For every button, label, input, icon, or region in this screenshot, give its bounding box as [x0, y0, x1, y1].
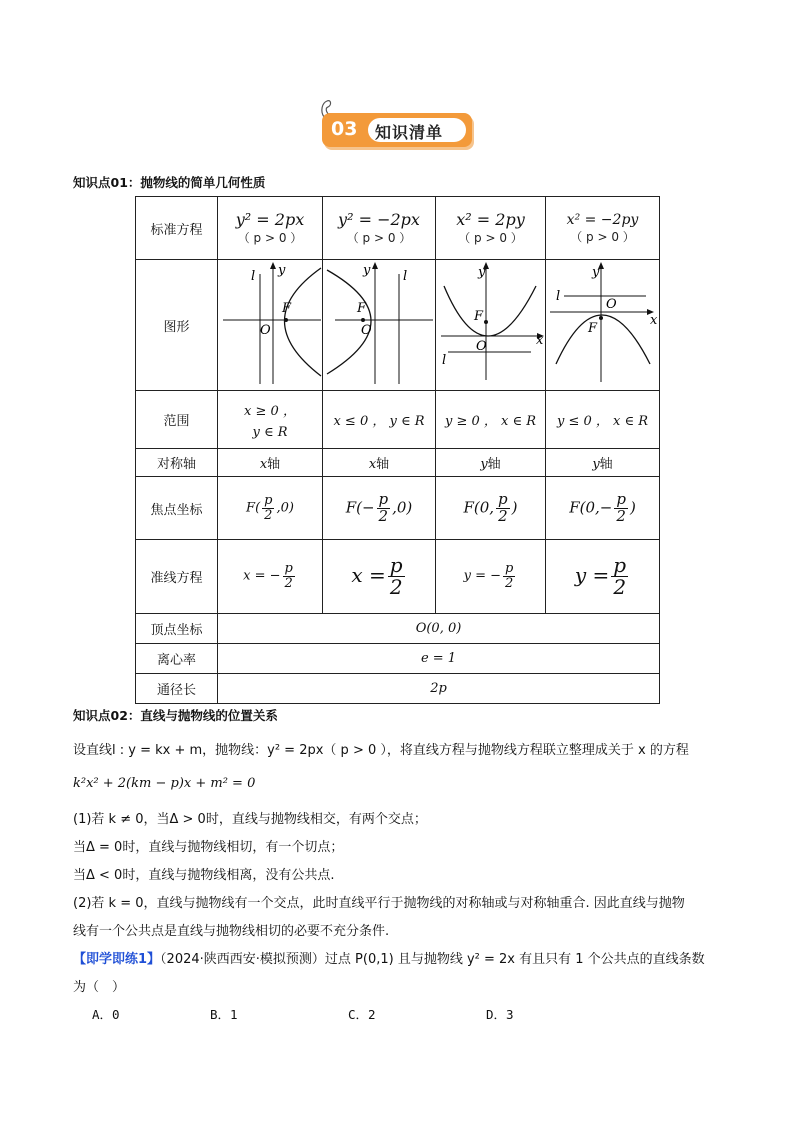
exercise-line	[73, 948, 705, 967]
graph-label-l: l	[251, 269, 256, 284]
range-cell: y ≤ 0 ， x ∈ R	[546, 391, 660, 449]
condition: （ p > 0 ）	[570, 229, 635, 244]
fraction-numerator: p	[505, 561, 514, 577]
directrix-prefix: x =	[351, 563, 386, 587]
directrix-cell	[436, 540, 546, 614]
parabola-right-graph	[218, 260, 322, 386]
axis-word: 轴	[599, 457, 613, 472]
row-label: 准线方程	[136, 540, 218, 614]
fraction-numerator: p	[613, 553, 627, 577]
directrix-cell	[546, 540, 660, 614]
axis-variable: y	[592, 457, 600, 472]
graph-cell	[218, 260, 323, 391]
graph-label-o: O	[606, 297, 617, 312]
graph-label-f: F	[282, 301, 292, 316]
axis-variable: x	[259, 457, 268, 472]
focus-cell	[546, 477, 660, 540]
graph-label-o: O	[260, 323, 271, 338]
axis-variable: y	[480, 457, 488, 472]
focus-fraction	[377, 489, 391, 525]
graph-label-y: y	[278, 263, 286, 278]
graph-label-l: l	[556, 289, 561, 304]
body-line: 当Δ = 0时，直线与抛物线相切，有一个切点；	[73, 840, 344, 855]
exercise-text: （2024·陕西西安·模拟预测）过点 P(0,1) 且与抛物线 y² = 2x 有且只有 1 个公共点的直线条数	[160, 952, 705, 967]
axis-cell	[546, 449, 660, 477]
axis-word: 轴	[267, 457, 281, 472]
directrix-fraction	[388, 555, 405, 598]
graph-label-y: y	[478, 265, 486, 280]
equation-cell	[436, 197, 546, 260]
equation: y² = −2px	[338, 210, 420, 229]
directrix-cell	[323, 540, 436, 614]
equation-cell	[546, 197, 660, 260]
exercise-line-2: 为（ ）	[73, 980, 126, 995]
graph-label-l: l	[403, 269, 408, 284]
condition: （ p > 0 ）	[237, 231, 303, 245]
table-row-directrix	[136, 540, 660, 614]
row-label: 图形	[136, 260, 218, 391]
row-label: 焦点坐标	[136, 477, 218, 540]
table-row-equation	[136, 197, 660, 260]
axis-cell	[218, 449, 323, 477]
section-badge	[318, 97, 478, 157]
range-value: x ≥ 0 ，	[244, 403, 296, 419]
focus-suffix: )	[511, 498, 518, 516]
condition: （ p > 0 ）	[458, 231, 523, 245]
row-label: 对称轴	[136, 449, 218, 477]
option-a[interactable]: A．0	[92, 1007, 120, 1022]
directrix-prefix: y = −	[463, 569, 502, 584]
fraction-numerator: p	[389, 553, 403, 577]
body-line: 当Δ < 0时，直线与抛物线相离，没有公共点.	[73, 868, 335, 883]
graph-label-y: y	[363, 263, 371, 278]
graph-label-f: F	[357, 301, 367, 316]
parabola-down-graph	[546, 260, 659, 386]
row-label: 标准方程	[136, 197, 218, 260]
fraction-numerator: p	[284, 561, 293, 577]
option-d[interactable]: D．3	[486, 1007, 514, 1022]
graph-label-x: x	[650, 313, 658, 328]
axis-cell	[323, 449, 436, 477]
fraction-denominator: 2	[264, 507, 273, 523]
row-label: 通径长	[136, 674, 218, 704]
fraction-numerator: p	[616, 489, 626, 508]
table-row-figure	[136, 260, 660, 391]
equation-cell	[323, 197, 436, 260]
badge-box	[322, 113, 472, 147]
vertex-value: O(0, 0)	[218, 614, 660, 644]
focus-prefix: F(0,	[463, 498, 495, 516]
directrix-fraction	[283, 562, 295, 590]
axis-cell	[436, 449, 546, 477]
axis-word: 轴	[487, 457, 501, 472]
row-label: 离心率	[136, 644, 218, 674]
fraction-numerator: p	[264, 492, 273, 508]
parabola-up-graph	[436, 260, 545, 386]
table-row-range	[136, 391, 660, 449]
focus-prefix: F(0,−	[569, 498, 613, 516]
fraction-denominator: 2	[505, 576, 514, 591]
table-row-latus	[136, 674, 660, 704]
focus-cell	[436, 477, 546, 540]
graph-cell	[323, 260, 436, 391]
badge-title: 知识清单	[375, 123, 444, 142]
equation: y² = 2px	[235, 210, 305, 229]
graph-label-o: O	[476, 339, 487, 354]
directrix-prefix: y =	[574, 563, 610, 587]
fraction-denominator: 2	[613, 575, 627, 599]
fraction-denominator: 2	[378, 506, 389, 525]
properties-table	[135, 196, 660, 704]
graph-label-f: F	[474, 309, 484, 324]
focus-suffix: ,0)	[392, 498, 413, 516]
focus-cell	[218, 477, 323, 540]
fraction-numerator: p	[498, 489, 508, 508]
row-label: 范围	[136, 391, 218, 449]
fraction-denominator: 2	[498, 506, 508, 525]
graph-cell	[546, 260, 660, 391]
fraction-denominator: 2	[616, 506, 626, 525]
body-equation: k²x² + 2(km − p)x + m² = 0	[73, 776, 256, 791]
table-row-focus	[136, 477, 660, 540]
axis-variable: x	[368, 457, 377, 472]
graph-label-x: x	[536, 333, 544, 348]
focus-suffix: ,0)	[276, 500, 294, 516]
focus-suffix: )	[629, 498, 636, 516]
condition: （ p > 0 ）	[346, 231, 412, 245]
graph-cell	[436, 260, 546, 391]
axis-word: 轴	[376, 457, 390, 472]
body-line: 设直线l : y = kx + m，抛物线：y² = 2px（ p > 0 ），将直线方程与抛物线方程联立整理成关于 x 的方程	[73, 743, 689, 758]
graph-label-y: y	[592, 265, 600, 280]
latus-value: 2p	[218, 674, 660, 704]
section2-title: 知识点02：直线与抛物线的位置关系	[73, 708, 278, 723]
equation-cell	[218, 197, 323, 260]
option-c[interactable]: C．2	[348, 1007, 376, 1022]
range-cell: x ≤ 0 ， y ∈ R	[323, 391, 436, 449]
option-b[interactable]: B．1	[210, 1007, 238, 1022]
body-line: (1)若 k ≠ 0，当Δ > 0时，直线与抛物线相交，有两个交点；	[73, 812, 427, 827]
directrix-fraction	[611, 555, 628, 598]
body-line: (2)若 k = 0，直线与抛物线有一个交点，此时直线平行于抛物线的对称轴或与对称轴重合. 因此直线与抛物	[73, 896, 685, 911]
parabola-left-graph	[323, 260, 435, 386]
table-row-eccentricity	[136, 644, 660, 674]
graph-label-o: O	[361, 323, 372, 338]
fraction-numerator: p	[378, 489, 389, 508]
body-line: 线有一个公共点是直线与抛物线相切的必要不充分条件.	[73, 924, 390, 939]
table-row-axis	[136, 449, 660, 477]
directrix-cell	[218, 540, 323, 614]
focus-fraction	[262, 494, 274, 522]
focus-fraction	[614, 489, 628, 525]
equation: x² = 2py	[456, 210, 525, 229]
focus-prefix: F(−	[345, 498, 375, 516]
focus-prefix: F(	[246, 500, 261, 516]
graph-label-f: F	[588, 321, 598, 336]
focus-cell	[323, 477, 436, 540]
range-cell	[218, 391, 323, 449]
fraction-denominator: 2	[389, 575, 403, 599]
eccentricity-value: e = 1	[218, 644, 660, 674]
badge-number: 03	[331, 118, 358, 140]
row-label: 顶点坐标	[136, 614, 218, 644]
section1-title: 知识点01：抛物线的简单几何性质	[73, 175, 266, 190]
equation: x² = −2py	[566, 211, 639, 228]
range-cell: y ≥ 0 ， x ∈ R	[436, 391, 546, 449]
focus-fraction	[496, 489, 510, 525]
table-row-vertex	[136, 614, 660, 644]
range-value: y ∈ R	[252, 424, 288, 440]
directrix-fraction	[503, 562, 515, 590]
directrix-prefix: x = −	[243, 569, 281, 584]
exercise-tag: 【即学即练1】	[73, 952, 161, 967]
graph-label-l: l	[442, 353, 447, 368]
fraction-denominator: 2	[284, 576, 293, 591]
